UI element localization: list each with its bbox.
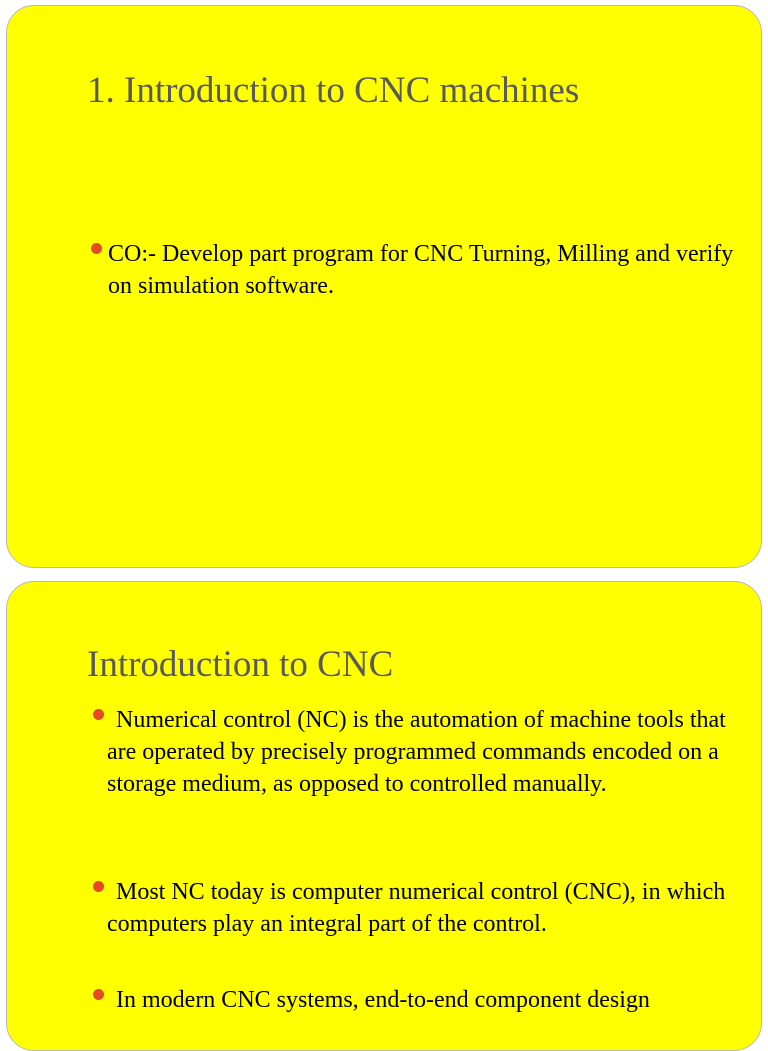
bullet-text: In modern CNC systems, end-to-end component design bbox=[116, 987, 650, 1013]
bullet-text: CO:- Develop part program for CNC Turning, Milling and verify on simulation software. bbox=[108, 241, 734, 299]
bullet-dot-icon bbox=[93, 881, 104, 892]
slide-2 bbox=[6, 581, 762, 1051]
slide-title: 1. Introduction to CNC machines bbox=[87, 70, 580, 111]
bullet-item bbox=[108, 238, 738, 302]
slide-1 bbox=[6, 5, 762, 568]
bullet-text: Numerical control (NC) is the automation of machine tools that are operated by precisely programmed commands encoded on a storage medium, as opposed to controlled manually. bbox=[107, 707, 726, 797]
bullet-item bbox=[107, 876, 737, 940]
bullet-dot-icon bbox=[93, 989, 104, 1000]
bullet-dot-icon bbox=[93, 709, 104, 720]
bullet-item bbox=[107, 704, 737, 800]
bullet-dot-icon bbox=[91, 243, 102, 254]
bullet-text: Most NC today is computer numerical control (CNC), in which computers play an integral part of the control. bbox=[107, 879, 726, 937]
bullet-item bbox=[107, 984, 737, 1016]
slide-title: Introduction to CNC bbox=[87, 644, 394, 685]
